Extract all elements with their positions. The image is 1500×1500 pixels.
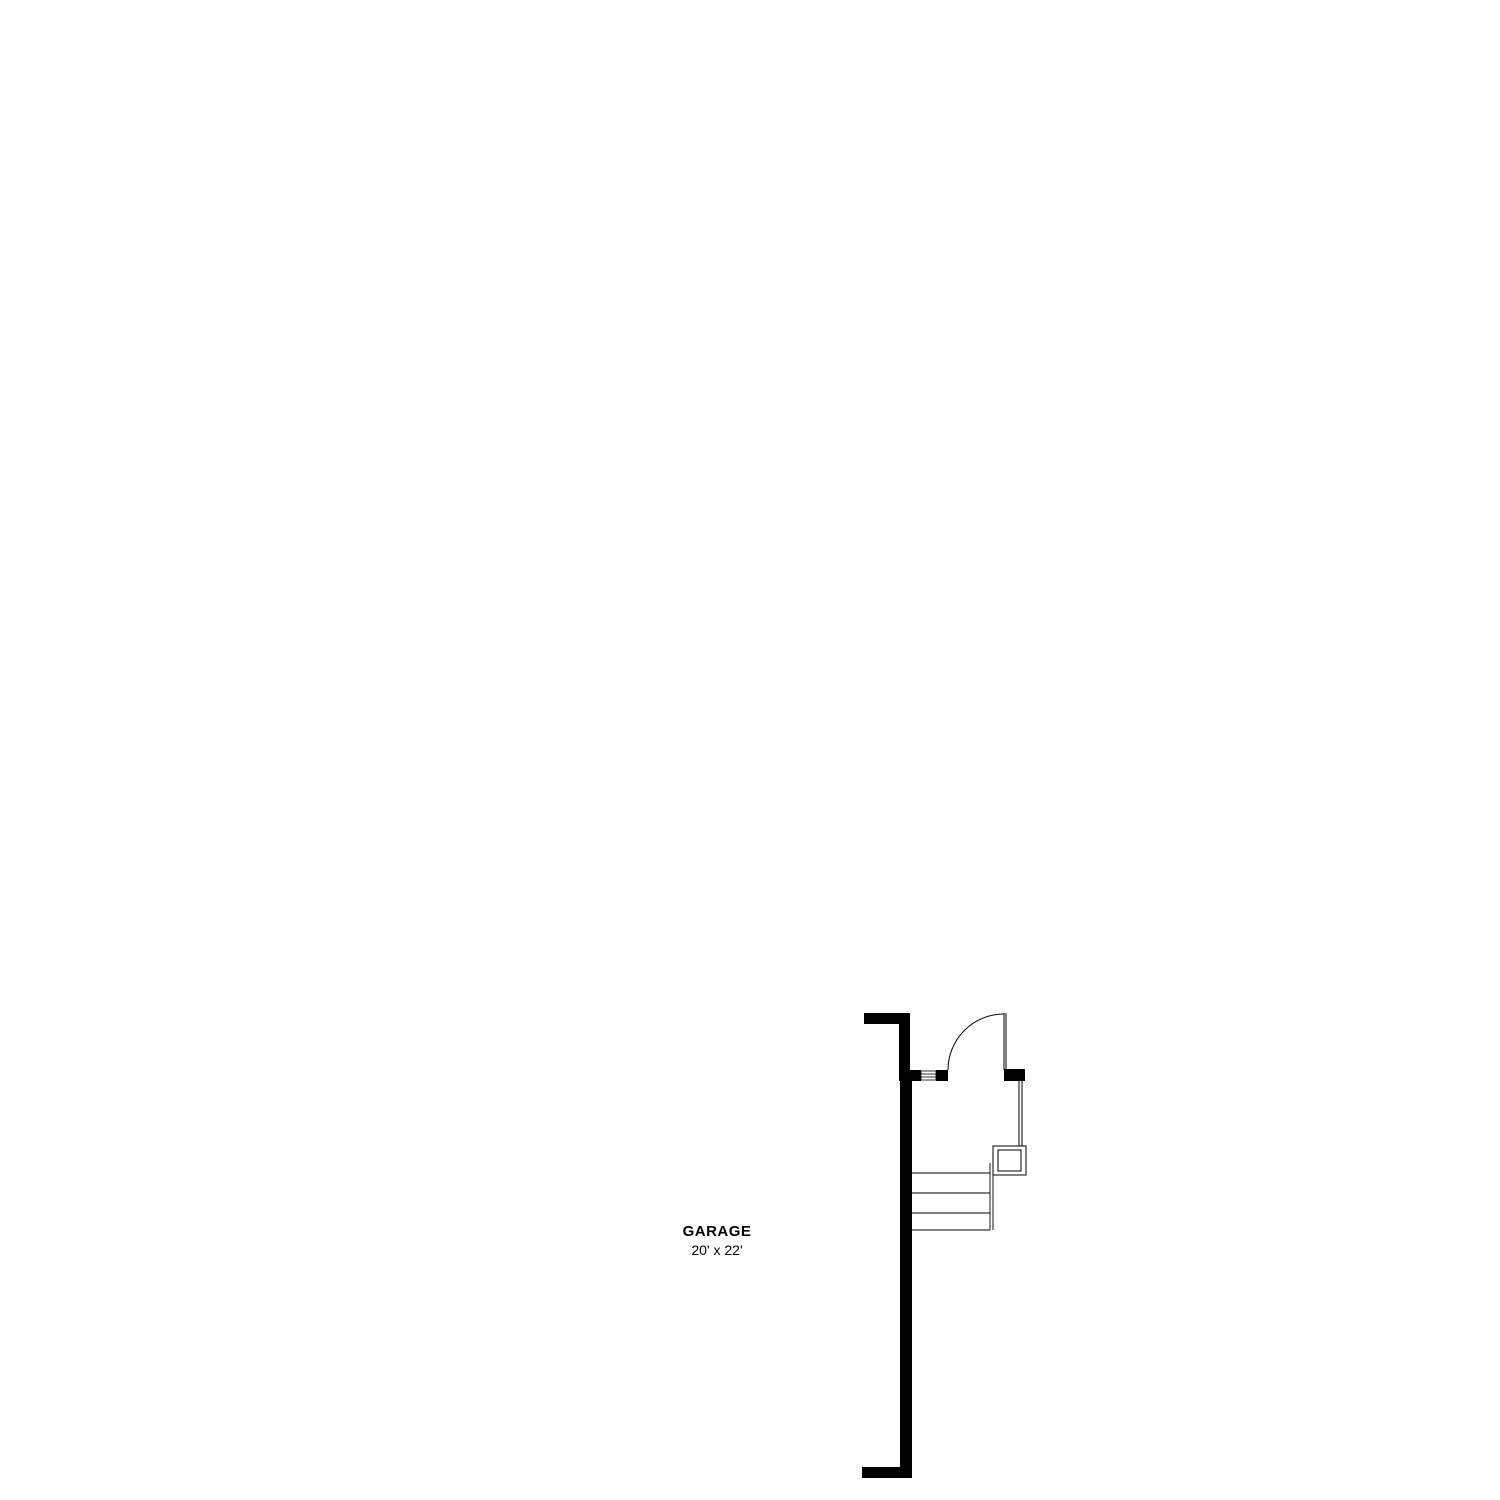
garage-steps <box>912 1163 993 1230</box>
wall-bottom-stub <box>862 1467 912 1478</box>
post-box <box>993 1146 1026 1175</box>
door-swing <box>948 1013 1006 1070</box>
wall-door-jamb-middle <box>936 1070 948 1081</box>
room-dimensions: 20' x 22' <box>691 1242 743 1258</box>
wall-main-vertical <box>900 1070 912 1478</box>
wall-door-jamb-right <box>1004 1069 1025 1081</box>
room-label-garage <box>617 1222 817 1259</box>
small-window <box>921 1071 936 1080</box>
room-name: GARAGE <box>682 1223 752 1240</box>
side-wall <box>1019 1081 1022 1146</box>
garage-walls <box>862 1013 1025 1478</box>
door-arc <box>948 1014 1004 1070</box>
